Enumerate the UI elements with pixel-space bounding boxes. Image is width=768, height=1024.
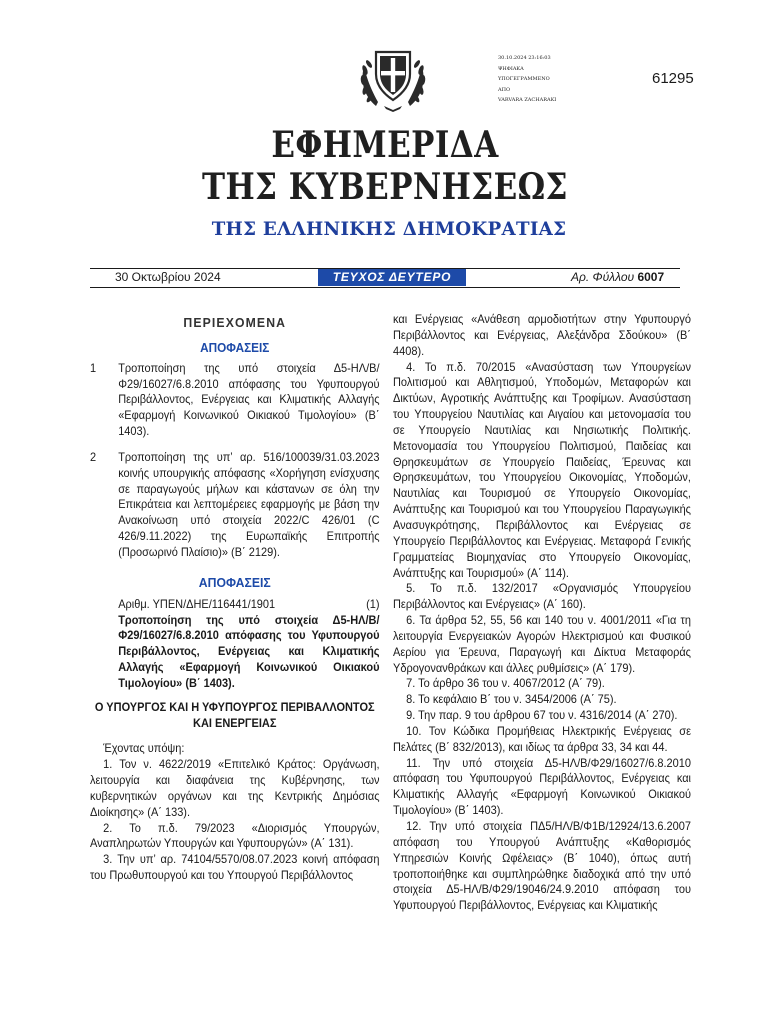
paragraph: 10. Τον Κώδικα Προμήθειας Ηλεκτρικής Ενέργειας σε Πελάτες (Β΄ 832/2013), και ιδίως τα άρθρα 33, 34 και 44. — [393, 724, 691, 754]
paragraph: 8. Το κεφάλαιο Β΄ του ν. 3454/2006 (Α΄ 75). — [406, 693, 617, 707]
paragraph: και Ενέργειας «Ανάθεση αρμοδιοτήτων στην Υφυπουργό Περιβάλλοντος και Ενέργειας, Αλεξάνδρα Σδούκου» (Β΄ 4408). — [393, 313, 691, 358]
signature-line: ΨΗΦΙΑΚΑ — [498, 65, 524, 72]
digital-signature-stamp — [498, 53, 556, 106]
decision-ref-number: (1) — [366, 597, 380, 611]
contents-item-text: Τροποποίηση της υπό στοιχεία Δ5-ΗΛ/Β/Φ29/16027/6.8.2010 απόφασης του Υφυπουργού Περιβάλλοντος, Ενέργειας και Κλιματικής Αλλαγής «Εφαρμογή Κοινωνικού Οικιακού Τιμολογίου» (Β΄ 1403). — [118, 361, 380, 439]
decision-reference — [90, 597, 380, 613]
signature-line: ΥΠΟΓΕΓΡΑΜΜΕΝΟ — [498, 76, 550, 82]
contents-item-text: Τροποποίηση της υπ’ αρ. 516/100039/31.03.2023 κοινής υπουργικής απόφασης «Χορήγηση ενίσχυσης σε παραγωγούς μήλων και κάστανων σε όλη την Επικράτεια και λεπτομέρειες εφαρμογής με βάση την Ανακοίνωση υπό στοιχεία 2022/C 426/01 (C 426/9.11.2022) της Ευρωπαϊκής Επιτροπής (Προσωρινό Πλαίσιο)» (Β΄ 2129). — [118, 450, 380, 559]
contents-subheading: ΑΠΟΦΑΣΕΙΣ — [200, 340, 270, 355]
ministers-heading: Ο ΥΠΟΥΡΓΟΣ ΚΑΙ Η ΥΦΥΠΟΥΡΓΟΣ ΠΕΡΙΒΑΛΛΟΝΤΟΣ ΚΑΙ ΕΝΕΡΓΕΙΑΣ — [94, 700, 375, 730]
right-column — [393, 312, 693, 914]
contents-item-number: 2 — [90, 450, 97, 464]
left-column — [90, 312, 380, 884]
paragraph: 4. Το π.δ. 70/2015 «Ανασύσταση των Υπουργείων Πολιτισμού και Αθλητισμού, Υποδομών, Μεταφορών και Δικτύων, Αγροτικής Ανάπτυξης και Τροφίμων. Ανασύσταση του Υπουργείου Ναυτιλίας και Αιγαίου και μετονομασία του σε Υπουργείο Ναυτιλίας και Νησιωτικής Πολιτικής. Μετονομασία του Υπουργείου Πολιτισμού, Παιδείας και Θρησκευμάτων σε Υπουργείο Παιδείας, Έρευνας και Θρησκευμάτων, του Υπουργείου Οικονομίας, Υποδομών, Ναυτιλίας και Τουρισμού σε Υπουργείο Οικονομίας, Ανάπτυξης και Τουρισμού και του Υπουργείου Παραγωγικής Ανασυγκρότησης, Περιβάλλοντος και Ενέργειας σε Υπουργείο Περιβάλλοντος και Ενέργειας. Μεταφορά Γενικής Γραμματείας Βιομηχανίας στο Υπουργείο Οικονομίας, Ανάπτυξης και Τουρισμού» (Α΄ 114). — [393, 360, 691, 580]
signature-line: VARVARA ZACHARAKI — [498, 97, 557, 103]
contents-item — [90, 450, 380, 561]
sheet-label: Αρ. Φύλλου — [571, 270, 635, 284]
paragraph: 1. Τον ν. 4622/2019 «Επιτελικό Κράτος: Οργάνωση, λειτουργία και διαφάνεια της Κυβέρνησης, των κυβερνητικών οργάνων και της Κεντρικής Δημόσιας Διοίκησης» (Α΄ 133). — [90, 758, 380, 819]
decision-title: Τροποποίηση της υπό στοιχεία Δ5-ΗΛ/Β/Φ29/16027/6.8.2010 απόφασης του Υφυπουργού Περιβάλλοντος, Ενέργειας και Κλιματικής Αλλαγής «Εφαρμογή Κοινωνικού Οικιακού Τιμολογίου» (Β΄ 1403). — [118, 613, 380, 690]
paragraph: 11. Την υπό στοιχεία Δ5-ΗΛ/Β/Φ29/16027/6.8.2010 απόφαση του Υφυπουργού Περιβάλλοντος, Ενέργειας και Κλιματικής Αλλαγής «Εφαρμογή Κοινωνικού Οικιακού Τιμολογίου» (Β΄ 1403). — [393, 756, 691, 818]
gazette-title-line2: ΤΗΣ ΚΥΒΕΡΝΗΣΕΩΣ — [202, 166, 568, 208]
sheet-number — [571, 270, 664, 284]
page-number: 61295 — [652, 70, 694, 87]
contents-item — [90, 361, 380, 440]
signature-line: ΑΠΟ — [498, 86, 511, 93]
issue-series-badge: ΤΕΥΧΟΣ ΔΕΥΤΕΡΟ — [318, 269, 466, 286]
decision-ref-code: Αριθμ. ΥΠΕΝ/ΔΗΕ/116441/1901 — [118, 597, 276, 611]
considering-label: Έχοντας υπόψη: — [103, 742, 185, 756]
contents-item-number: 1 — [90, 361, 97, 375]
paragraph: 3. Την υπ’ αρ. 74104/5570/08.07.2023 κοινή απόφαση του Πρωθυπουργού και του Υπουργού Περιβάλλοντος — [90, 853, 380, 883]
paragraph: 6. Τα άρθρα 52, 55, 56 και 140 του ν. 4001/2011 «Για τη λειτουργία Ενεργειακών Αγορών Ηλεκτρισμού και Φυσικού Αερίου για Έρευνα, Παραγωγή και Δίκτυα Μεταφοράς Υδρογονανθράκων και άλλες ρυθμίσεις» (Α΄ 179). — [393, 614, 691, 675]
paragraph: 2. Το π.δ. 79/2023 «Διορισμός Υπουργών, Αναπληρωτών Υπουργών και Υφυπουργών» (Α΄ 131). — [90, 821, 380, 851]
greek-state-emblem — [356, 40, 430, 114]
gazette-subtitle: ΤΗΣ ΕΛΛΗΝΙΚΗΣ ΔΗΜΟΚΡΑΤΙΑΣ — [211, 218, 567, 240]
issue-date: 30 Οκτωβρίου 2024 — [115, 270, 221, 284]
paragraph: 7. Το άρθρο 36 του ν. 4067/2012 (Α΄ 79). — [406, 677, 605, 691]
contents-heading: ΠΕΡΙΕΧΟΜΕΝΑ — [183, 315, 287, 330]
paragraph: 5. Το π.δ. 132/2017 «Οργανισμός Υπουργείου Περιβάλλοντος και Ενέργειας» (Α΄ 160). — [393, 582, 691, 612]
paragraph: 9. Την παρ. 9 του άρθρου 67 του ν. 4316/2014 (Α΄ 270). — [406, 709, 678, 723]
paragraph: 12. Την υπό στοιχεία ΠΔ5/ΗΛ/Β/Φ1Β/12924/13.6.2007 απόφαση του Υπουργού Ανάπτυξης «Καθορισμός Υπηρεσιών Κοινής Ωφέλειας» (Β΄ 1040), όπως αυτή τροποποιήθηκε και συμπληρώθηκε διαδοχικά από την υπό στοιχεία Δ5-ΗΛ/Β/Φ29/19046/24.9.2010 απόφαση του Υφυπουργού Περιβάλλοντος, Ενέργειας και Κλιματικής — [393, 820, 691, 913]
decisions-heading: ΑΠΟΦΑΣΕΙΣ — [198, 574, 271, 590]
gazette-title-line1: ΕΦΗΜΕΡΙΔΑ — [271, 124, 499, 166]
sheet-number-value: 6007 — [637, 270, 665, 284]
info-bar-bottom-rule — [90, 287, 680, 288]
signature-line: 30.10.2024 23:16:03 — [498, 55, 551, 61]
